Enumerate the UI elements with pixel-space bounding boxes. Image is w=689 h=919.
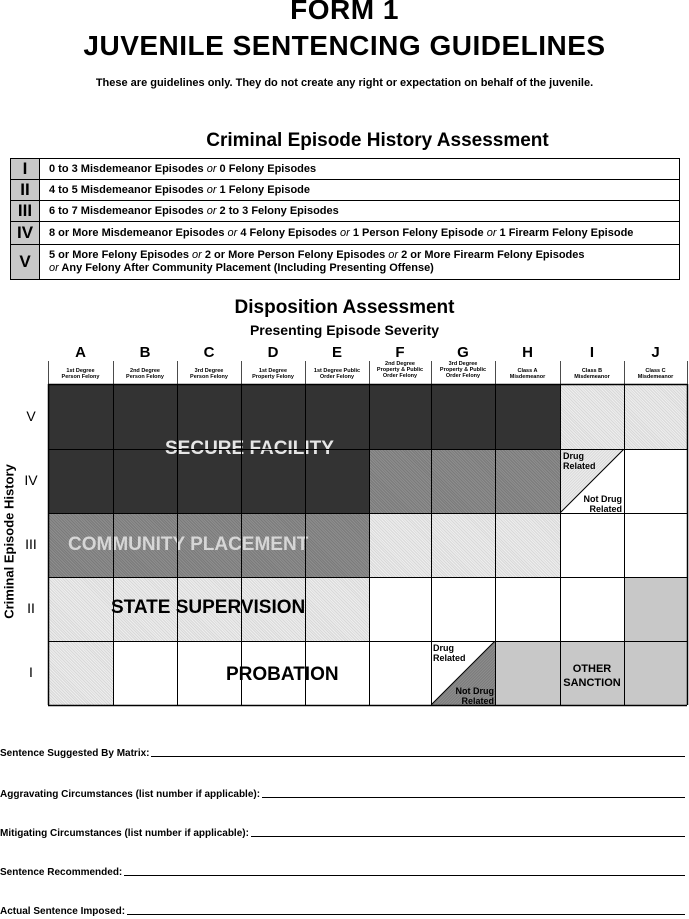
column-description-e xyxy=(305,368,369,380)
matrix-cell-iv-h xyxy=(495,449,560,513)
split-i-g-not-drug-related xyxy=(430,686,494,706)
matrix-cell-i-j xyxy=(624,641,687,705)
main-title: JUVENILE SENTENCING GUIDELINES xyxy=(83,30,606,61)
column-description-a xyxy=(49,368,113,380)
form-field-row xyxy=(0,828,685,839)
history-level-badge: I xyxy=(11,159,40,179)
split-iv-i-drug-related xyxy=(563,451,596,471)
row-label-i: I xyxy=(29,664,33,680)
matrix-cell-iii-j xyxy=(624,513,687,577)
column-letter-g: G xyxy=(457,344,469,361)
row-label-ii: II xyxy=(27,600,35,616)
criminal-history-axis-label: Criminal Episode History xyxy=(1,464,17,619)
notdrug-line2: Related xyxy=(461,696,494,706)
history-row-i xyxy=(11,159,679,180)
history-row-text xyxy=(40,222,679,244)
history-level-badge: IV xyxy=(11,222,40,244)
matrix-cell-iv-j xyxy=(624,449,687,513)
column-description-line: 1st Degree xyxy=(258,368,288,374)
form-field-input-line[interactable] xyxy=(251,835,685,837)
history-row-text xyxy=(40,180,679,200)
disposition-subtitle: Presenting Episode Severity xyxy=(249,322,440,338)
split-i-g-drug-related xyxy=(433,643,466,663)
column-letter-a: A xyxy=(75,344,86,361)
history-row-text-line xyxy=(49,205,679,218)
form-field-input-line[interactable] xyxy=(124,874,685,876)
history-level-badge: II xyxy=(11,180,40,200)
column-description-line: 3rd Degree xyxy=(448,361,478,367)
zone-label-probation: PROBATION xyxy=(226,664,339,685)
history-row-text-line xyxy=(49,163,679,176)
other-sanction-line1: OTHER xyxy=(572,663,612,675)
column-description-c xyxy=(177,368,241,380)
matrix-cell-v-j xyxy=(624,384,687,449)
matrix-cell-ii-f xyxy=(369,577,431,641)
column-description-line: Property Felony xyxy=(252,374,294,380)
history-row-v xyxy=(11,245,679,279)
column-description-line: 1st Degree xyxy=(66,368,95,374)
matrix-cell-ii-j xyxy=(624,577,687,641)
notdrug-line1: Not Drug xyxy=(455,686,494,696)
form-field-label: Mitigating Circumstances (list number if applicable): xyxy=(0,828,249,839)
connector-or: or xyxy=(339,226,350,239)
matrix-cell-iv-a xyxy=(48,449,113,513)
column-letter-f: F xyxy=(395,344,405,361)
column-letter-d: D xyxy=(267,344,279,361)
connector-or: or xyxy=(486,226,497,239)
notdrug-line2: Related xyxy=(589,504,622,514)
matrix-cell-i-f xyxy=(369,641,431,705)
matrix-cell-v-g xyxy=(431,384,495,449)
column-description-line: Person Felony xyxy=(126,374,164,380)
column-letter-i: I xyxy=(589,344,595,361)
column-description-line: Misdemeanor xyxy=(637,374,674,380)
matrix-cell-v-i xyxy=(560,384,624,449)
drug-line2: Related xyxy=(433,653,466,663)
form-field-label: Sentence Recommended: xyxy=(0,867,123,878)
history-row-text-line xyxy=(49,184,679,197)
criteria-text: Any Felony After Community Placement (Including Presenting Offense) xyxy=(58,262,434,274)
split-iv-i-not-drug-related xyxy=(560,494,622,514)
disposition-title: Disposition Assessment xyxy=(234,297,455,318)
history-row-text-line xyxy=(49,262,679,275)
history-row-ii xyxy=(11,180,679,201)
history-row-iv xyxy=(11,222,679,245)
column-description-h xyxy=(496,368,560,380)
connector-or: or xyxy=(206,162,217,175)
history-row-text xyxy=(40,159,679,179)
column-description-line: Person Felony xyxy=(61,374,100,380)
matrix-cell-v-h xyxy=(495,384,560,449)
history-row-iii xyxy=(11,201,679,222)
history-level-badge: V xyxy=(11,245,40,279)
column-description-line: Class B xyxy=(581,368,603,374)
history-level-badge: III xyxy=(11,201,40,221)
row-label-iii: III xyxy=(25,536,37,552)
form-field-row xyxy=(0,748,685,759)
connector-or: or xyxy=(206,204,217,217)
connector-or: or xyxy=(206,183,217,196)
column-description-line: Order Felony xyxy=(445,373,481,379)
criteria-text: 2 or More Person Felony Episodes xyxy=(201,249,389,261)
form-field-row xyxy=(0,789,685,800)
matrix-cell-i-a xyxy=(48,641,113,705)
history-assessment-table xyxy=(10,158,680,280)
matrix-cell-ii-g xyxy=(431,577,495,641)
criteria-text: 6 to 7 Misdemeanor Episodes xyxy=(49,204,207,217)
column-letter-h: H xyxy=(522,344,533,361)
connector-or: or xyxy=(192,249,202,261)
matrix-cell-iii-e xyxy=(305,513,369,577)
column-description-line: 2nd Degree xyxy=(385,361,415,367)
column-description-j xyxy=(624,368,688,380)
column-description-f xyxy=(368,361,432,379)
matrix-cell-i-b xyxy=(113,641,177,705)
criteria-text: 4 to 5 Misdemeanor Episodes xyxy=(49,183,207,196)
history-row-text-line xyxy=(49,249,679,262)
matrix-cell-iii-f xyxy=(369,513,431,577)
criteria-text: 8 or More Misdemeanor Episodes xyxy=(49,226,228,239)
criteria-text: 0 Felony Episodes xyxy=(216,162,317,175)
matrix-cell-v-f xyxy=(369,384,431,449)
matrix-cell-iii-h xyxy=(495,513,560,577)
column-description-line: Order Felony xyxy=(382,373,418,379)
form-field-input-line[interactable] xyxy=(127,913,685,915)
zone-label-other-sanction xyxy=(560,662,624,690)
form-field-row xyxy=(0,906,685,917)
column-description-g xyxy=(431,361,495,379)
form-field-row xyxy=(0,867,685,878)
column-description-d xyxy=(241,368,305,380)
column-letter-c: C xyxy=(203,344,215,361)
form-field-label: Aggravating Circumstances (list number if applicable): xyxy=(0,789,261,800)
column-description-line: Person Felony xyxy=(190,374,228,380)
connector-or: or xyxy=(388,249,399,261)
column-letter-j: J xyxy=(651,344,660,361)
history-row-text xyxy=(40,245,679,279)
column-description-b xyxy=(113,368,177,380)
drug-line1: Drug xyxy=(433,643,454,653)
matrix-cell-iv-f xyxy=(369,449,431,513)
column-description-line: Misdemeanor xyxy=(574,374,610,380)
matrix-cell-iv-g xyxy=(431,449,495,513)
form-field-input-line[interactable] xyxy=(151,755,685,757)
matrix-cell-ii-a xyxy=(48,577,113,641)
column-description-line: 3rd Degree xyxy=(194,368,224,374)
matrix-cell-v-a xyxy=(48,384,113,449)
column-description-line: 1st Degree Public xyxy=(313,368,361,374)
zone-label-state-supervision: STATE SUPERVISION xyxy=(111,597,306,618)
zone-label-secure-facility: SECURE FACILITY xyxy=(165,438,334,459)
criteria-text: 2 or More Firearm Felony Episodes xyxy=(398,249,585,261)
history-assessment-title: Criminal Episode History Assessment xyxy=(206,130,549,151)
criteria-text: 2 to 3 Felony Episodes xyxy=(216,204,339,217)
matrix-cell-iii-g xyxy=(431,513,495,577)
form-title: FORM 1 xyxy=(290,0,399,25)
row-label-iv: IV xyxy=(24,472,38,488)
other-sanction-line2: SANCTION xyxy=(563,677,621,689)
matrix-cell-ii-h xyxy=(495,577,560,641)
drug-line2: Related xyxy=(563,461,596,471)
column-description-line: 2nd Degree xyxy=(130,368,160,374)
history-row-text xyxy=(40,201,679,221)
form-field-label: Actual Sentence Imposed: xyxy=(0,906,126,917)
criteria-text: 1 Firearm Felony Episode xyxy=(496,226,634,239)
connector-or: or xyxy=(227,226,238,239)
row-label-v: V xyxy=(26,407,36,424)
column-letter-e: E xyxy=(331,344,342,361)
drug-line1: Drug xyxy=(563,451,584,461)
column-description-line: Property & Public xyxy=(439,367,487,373)
criteria-text: 1 Felony Episode xyxy=(216,183,311,196)
zone-label-community-placement: COMMUNITY PLACEMENT xyxy=(68,534,309,555)
disclaimer-text: These are guidelines only. They do not create any right or expectation on behalf of the juvenile. xyxy=(95,77,594,89)
matrix-cell-iii-i xyxy=(560,513,624,577)
matrix-cell-i-h xyxy=(495,641,560,705)
matrix-cell-ii-i xyxy=(560,577,624,641)
notdrug-line1: Not Drug xyxy=(583,494,622,504)
criteria-text: 4 Felony Episodes xyxy=(237,226,340,239)
column-description-line: Order Felony xyxy=(319,374,355,380)
form-field-input-line[interactable] xyxy=(262,796,685,798)
column-description-i xyxy=(560,368,624,380)
criteria-text: 0 to 3 Misdemeanor Episodes xyxy=(49,162,207,175)
column-letter-b: B xyxy=(139,344,151,361)
column-description-line: Misdemeanor xyxy=(509,374,546,380)
connector-or: or xyxy=(49,262,59,274)
criteria-text: 5 or More Felony Episodes xyxy=(49,249,193,261)
history-row-text-line xyxy=(49,227,679,240)
column-description-line: Class A xyxy=(517,368,538,374)
matrix-cell-ii-e xyxy=(305,577,369,641)
column-description-line: Class C xyxy=(645,368,666,374)
criteria-text: 1 Person Felony Episode xyxy=(349,226,487,239)
column-description-line: Property & Public xyxy=(376,367,424,373)
form-field-label: Sentence Suggested By Matrix: xyxy=(0,748,150,759)
